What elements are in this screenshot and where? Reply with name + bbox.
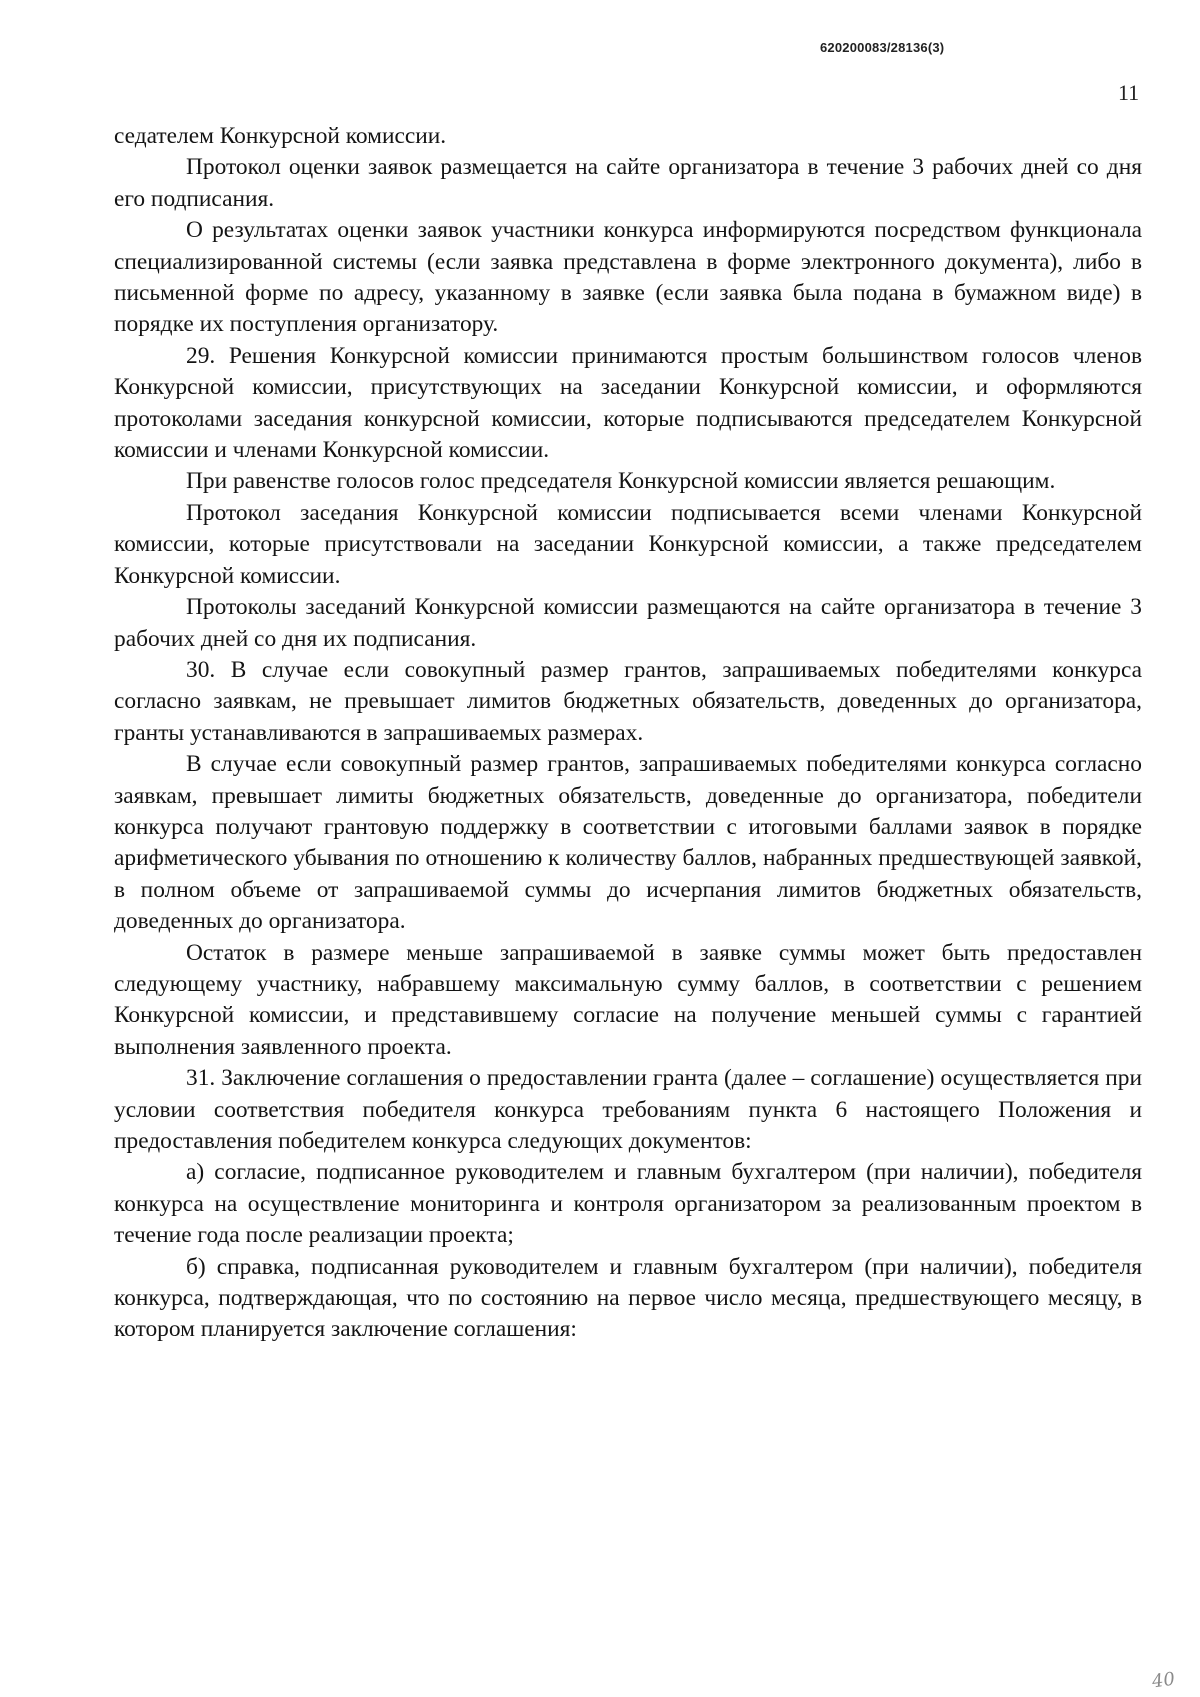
document-body	[114, 121, 1142, 1346]
paragraph: Протокол оценки заявок размещается на сайте организатора в течение 3 рабочих дней со дня его подписания.	[114, 154, 1142, 212]
paragraph: При равенстве голосов голос председателя Конкурсной комиссии является решающим.	[186, 468, 1056, 495]
document-code: 620200083/28136(3)	[820, 40, 945, 55]
paragraph: В случае если совокупный размер грантов, запрашиваемых победителями конкурса согласно заявкам, превышает лимиты бюджетных обязательств, доведенные до организатора, победители конкурса получают грантовую поддержку в соответствии с итоговыми баллами заявок в порядке арифметического убывания по отношению к количеству баллов, набранных предшествующей заявкой, в полном объеме от запрашиваемой суммы до исчерпания лимитов бюджетных обязательств, доведенных до организатора.	[114, 751, 1142, 935]
handwritten-page-mark: 40	[1150, 1668, 1177, 1693]
page-number: 11	[1118, 80, 1140, 105]
paragraph: О результатах оценки заявок участники конкурса информируются посредством функционала специализированной системы (если заявка представлена в форме электронного документа), либо в письменной форме по адресу, указанному в заявке (если заявка была подана в бумажном виде) в порядке их поступления организатору.	[114, 217, 1142, 338]
paragraph-item-29: 29. Решения Конкурсной комиссии принимаются простым большинством голосов членов Конкурсной комиссии, присутствующих на заседании Конкурсной комиссии, и оформляются протоколами заседания конкурсной комиссии, которые подписываются председателем Конкурсной комиссии и членами Конкурсной комиссии.	[114, 342, 1142, 464]
paragraph: седателем Конкурсной комиссии.	[114, 123, 447, 149]
subitem-b: б) справка, подписанная руководителем и главным бухгалтером (при наличии), победителя конкурса, подтверждающая, что по состоянию на первое число месяца, предшествующего месяцу, в котором планируется заключение соглашения:	[114, 1253, 1142, 1343]
subitem-a: а) согласие, подписанное руководителем и главным бухгалтером (при наличии), победителя конкурса на осуществление мониторинга и контроля организатором за реализованным проектом в течение года после реализации проекта;	[114, 1159, 1142, 1249]
paragraph-item-30: 30. В случае если совокупный размер грантов, запрашиваемых победителями конкурса согласно заявкам, не превышает лимитов бюджетных обязательств, доведенных до организатора, гранты устанавливаются в запрашиваемых размерах.	[114, 656, 1142, 746]
paragraph-item-31: 31. Заключение соглашения о предоставлении гранта (далее – соглашение) осуществляется при условии соответствия победителя конкурса требованиям пункта 6 настоящего Положения и предоставления победителем конкурса следующих документов:	[114, 1065, 1142, 1154]
paragraph: Протокол заседания Конкурсной комиссии подписывается всеми членами Конкурсной комиссии, которые присутствовали на заседании Конкурсной комиссии, а также председателем Конкурсной комиссии.	[114, 499, 1142, 589]
paragraph: Остаток в размере меньше запрашиваемой в заявке суммы может быть предоставлен следующему участнику, набравшему максимальную сумму баллов, в соответствии с решением Конкурсной комиссии, и представившему согласие на получение меньшей суммы с гарантией выполнения заявленного проекта.	[114, 939, 1142, 1060]
paragraph: Протоколы заседаний Конкурсной комиссии размещаются на сайте организатора в течение 3 рабочих дней со дня их подписания.	[114, 594, 1142, 652]
